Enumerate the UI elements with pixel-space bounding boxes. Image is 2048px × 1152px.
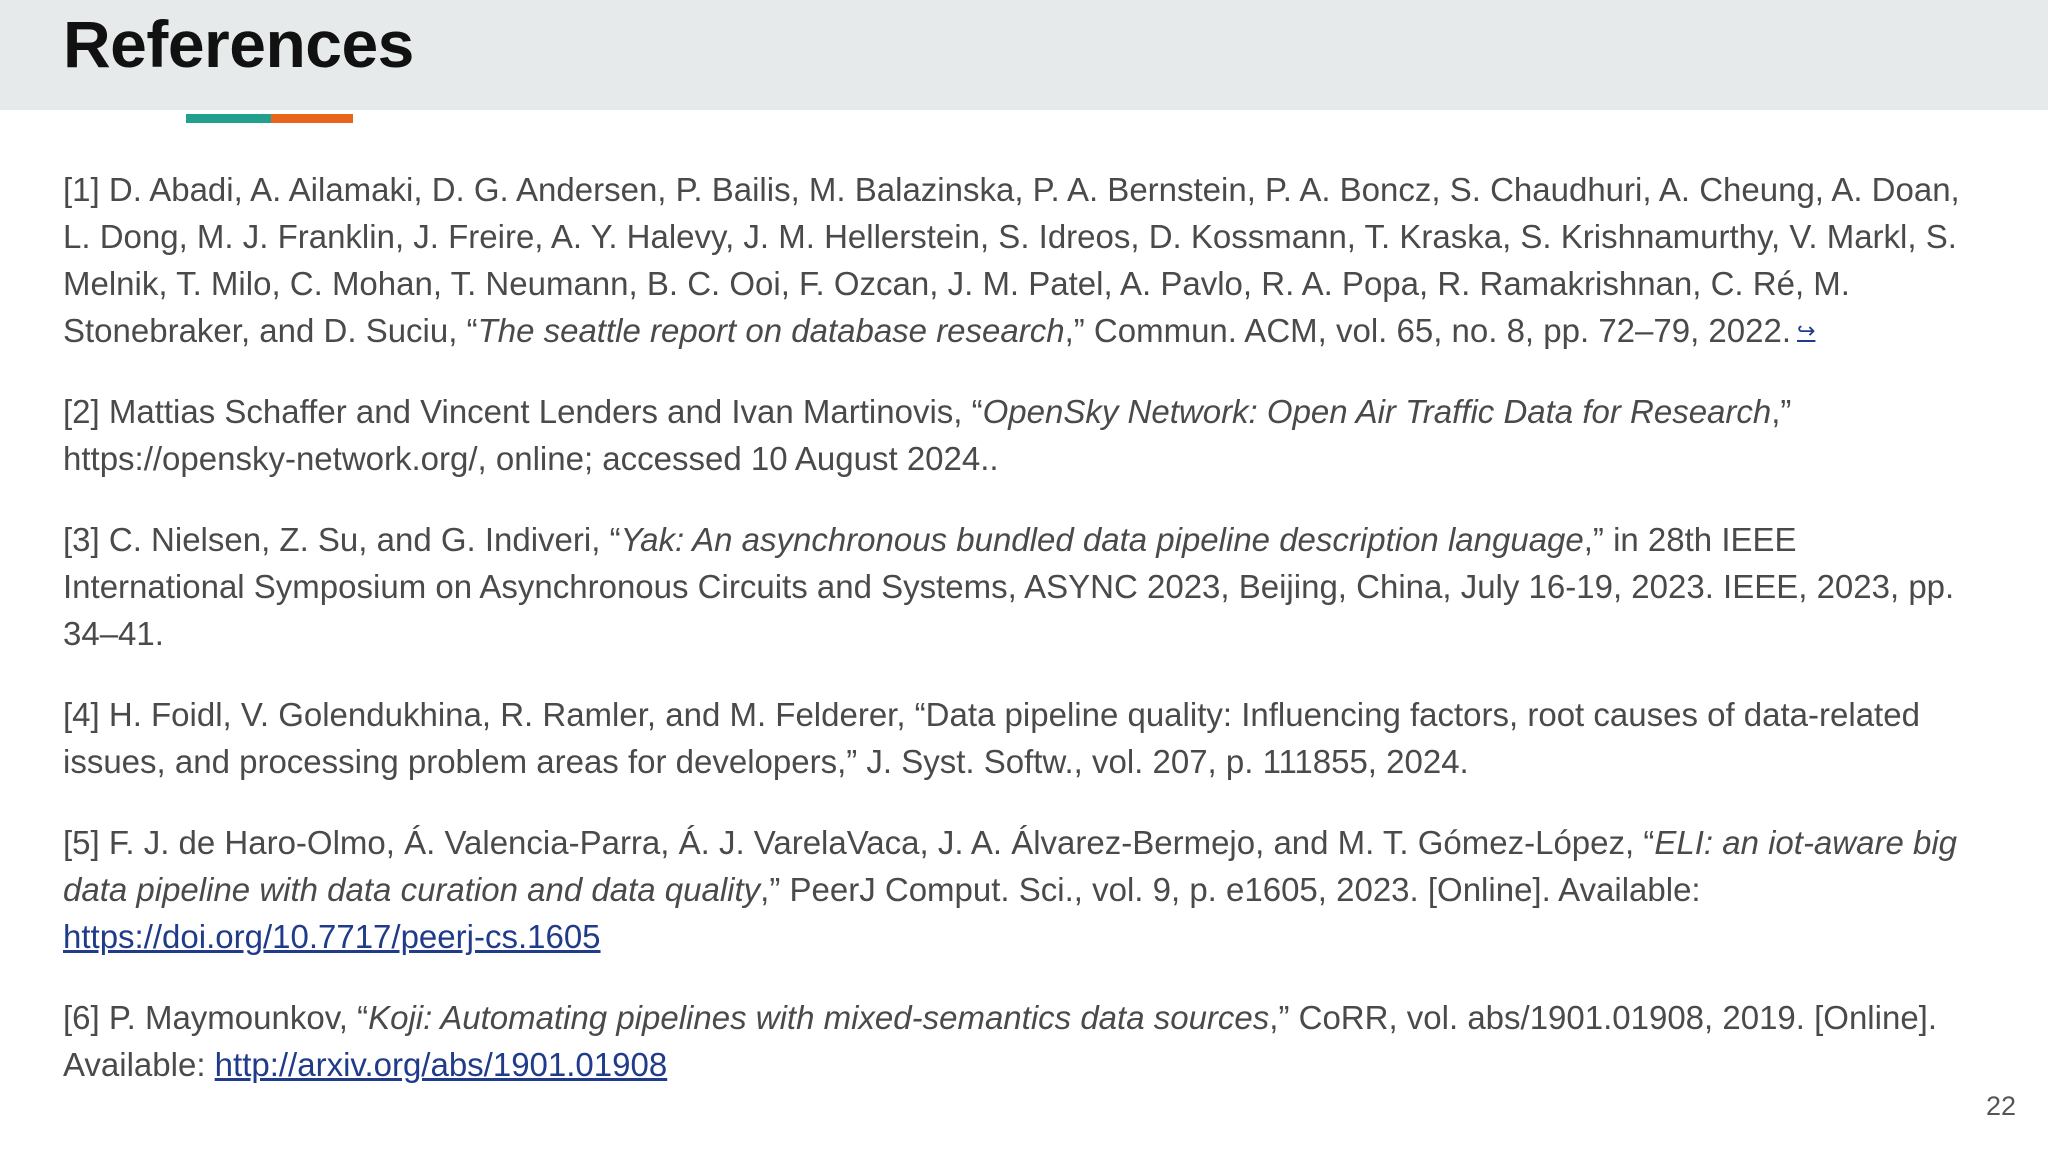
back-reference-link-icon[interactable]: ↪ [1797,318,1816,343]
reference-venue: ,” in 28th IEEE International Symposium on Asynchronous Circuits and Systems, ASYNC 2023, Beijing, China, July 16-19, 2023. IEEE, 2023, pp. 34–41. [63,521,1955,652]
page-number: 22 [1985,1091,2016,1121]
reference-title: ELI: an iot-aware big data pipeline with data curation and data quality [63,824,1958,908]
reference-item-5 [63,819,1963,960]
reference-item-6 [63,994,1963,1088]
reference-text: [4] H. Foidl, V. Golendukhina, R. Ramler, and M. Felderer, “Data pipeline quality: Influencing factors, root causes of data-related issues, and processing problem areas for developers,” J. Syst. Softw., vol. 207, p. 111855, 2024. [63,696,1920,780]
reference-list [63,166,1963,1122]
reference-venue: ,” CoRR, vol. abs/1901.01908, 2019. [Online]. Available: [63,999,1938,1083]
reference-authors: [2] Mattias Schaffer and Vincent Lenders and Ivan Martinovis, “ [63,393,983,430]
reference-title: OpenSky Network: Open Air Traffic Data for Research [982,393,1772,430]
reference-item-3 [63,516,1963,657]
reference-item-4 [63,691,1963,785]
reference-authors: [6] P. Maymounkov, “ [63,999,369,1036]
reference-venue: ,” https://opensky-network.org/, online; accessed 10 August 2024.. [63,393,1792,477]
reference-arxiv-link[interactable]: http://arxiv.org/abs/1901.01908 [214,1046,668,1083]
reference-title: Yak: An asynchronous bundled data pipeline description language [620,521,1584,558]
reference-authors: [5] F. J. de Haro-Olmo, Á. Valencia-Parra, Á. J. VarelaVaca, J. A. Álvarez-Bermejo, and M. T. Gómez-López, “ [63,824,1655,861]
reference-venue: ,” Commun. ACM, vol. 65, no. 8, pp. 72–79, 2022. [1064,312,1791,349]
reference-item-1 [63,166,1963,354]
reference-authors: [1] D. Abadi, A. Ailamaki, D. G. Andersen, P. Bailis, M. Balazinska, P. A. Bernstein, P. A. Boncz, S. Chaudhuri, A. Cheung, A. Doan, L. Dong, M. J. Franklin, J. Freire, A. Y. Halevy, J. M. Hellerstein, S. Idreos, D. Kossmann, T. Kraska, S. Krishnamurthy, V. Markl, S. Melnik, T. Milo, C. Mohan, T. Neumann, B. C. Ooi, F. Ozcan, J. M. Patel, A. Pavlo, R. A. Popa, R. Ramakrishnan, C. Ré, M. Stonebraker, and D. Suciu, “ [63,171,1960,349]
reference-title: The seattle report on database research [477,312,1065,349]
reference-authors: [3] C. Nielsen, Z. Su, and G. Indiveri, “ [63,521,621,558]
slide-title: References [63,7,414,81]
reference-title: Koji: Automating pipelines with mixed-semantics data sources [368,999,1270,1036]
reference-doi-link[interactable]: https://doi.org/10.7717/peerj-cs.1605 [63,918,601,955]
accent-bar-teal [186,114,271,123]
reference-item-2 [63,388,1963,482]
reference-venue: ,” PeerJ Comput. Sci., vol. 9, p. e1605, 2023. [Online]. Available: [760,871,1701,908]
accent-bar-orange [271,114,353,123]
